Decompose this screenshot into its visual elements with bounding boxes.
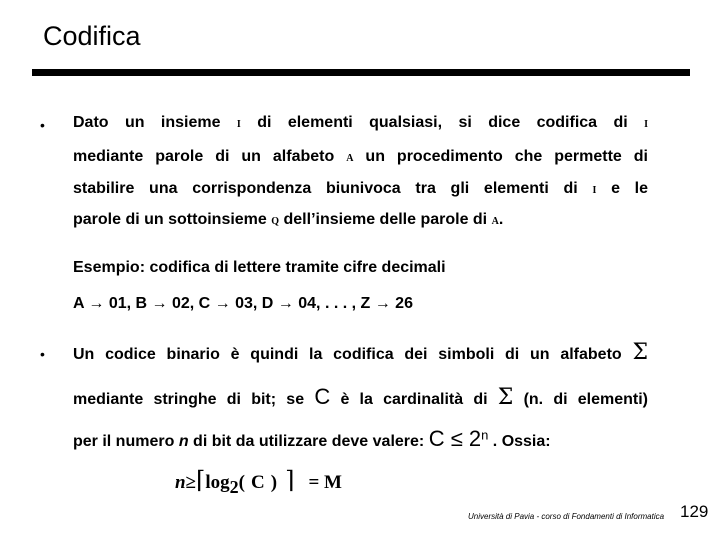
- text-segment: mediante parole di un alfabeto: [73, 148, 335, 165]
- para2-line3: [73, 426, 551, 452]
- alphabet-symbol-a: A: [346, 153, 354, 164]
- formula-paren-close: ): [270, 472, 278, 493]
- para1-line2: [73, 148, 648, 166]
- formula: [175, 466, 342, 498]
- text-segment: parole di un sottoinsieme: [73, 211, 267, 228]
- set-symbol-i: I: [236, 119, 241, 130]
- bullet-2: •: [40, 346, 45, 362]
- sigma-symbol: Σ: [497, 385, 514, 410]
- text-segment: e le: [611, 180, 649, 197]
- text-segment: di elementi qualsiasi, si dice codifica di: [257, 114, 628, 131]
- page-number: 129: [680, 502, 709, 521]
- formula-paren-open: (: [238, 472, 245, 493]
- text-segment: . Ossia:: [492, 433, 551, 450]
- inequality-c-le-2: C ≤ 2: [428, 426, 482, 451]
- footer-text: Università di Pavia - corso di Fondamenti di Informatica: [468, 512, 665, 521]
- example-heading: Esempio: codifica di lettere tramite cifre decimali: [73, 259, 446, 276]
- variable-n: n: [178, 433, 189, 450]
- para2-line2: [73, 384, 648, 410]
- formula-ge: ≥: [185, 472, 197, 493]
- para1-line3: [73, 180, 648, 198]
- text-segment: di bit da utilizzare deve valere:: [193, 433, 425, 450]
- bullet-1: •: [40, 117, 45, 133]
- formula-ceiling-right: ⌉: [285, 466, 295, 494]
- formula-log-base: 2: [229, 476, 239, 497]
- formula-equals-m: = M: [308, 472, 342, 493]
- cardinality-c: C: [314, 384, 331, 409]
- period: .: [498, 211, 504, 228]
- text-segment: per il numero: [73, 433, 175, 450]
- text-segment: Un codice binario è quindi la codifica dei simboli di un alfabeto: [73, 346, 622, 363]
- formula-ceiling-left: ⌈: [196, 466, 206, 494]
- text-segment: (n. di elementi): [523, 391, 649, 408]
- text-segment: stabilire una corrispondenza biunivoca tra gli elementi di: [73, 180, 578, 197]
- para1-line4: [73, 211, 503, 229]
- text-segment: un procedimento che permette di: [365, 148, 648, 165]
- title-divider: [32, 69, 690, 76]
- sigma-symbol: Σ: [632, 340, 648, 365]
- set-symbol-i: I: [644, 119, 648, 130]
- text-segment: è la cardinalità di: [340, 391, 488, 408]
- subset-symbol-q: Q: [271, 216, 280, 227]
- alphabet-symbol-a: A: [491, 216, 499, 227]
- slide-title: Codifica: [43, 21, 141, 51]
- set-symbol-i: I: [592, 185, 597, 196]
- text-segment: dell’insieme delle parole di: [283, 211, 488, 228]
- exponent-n: n: [481, 427, 489, 443]
- para1-line1: [73, 114, 648, 132]
- text-segment: Dato un insieme: [73, 114, 221, 131]
- example-mapping: A → 01, B → 02, C → 03, D → 04, . . . , Z → 26: [73, 295, 413, 312]
- formula-c: C: [251, 472, 265, 493]
- formula-log: log: [205, 472, 230, 493]
- formula-n: n: [175, 472, 186, 493]
- text-segment: mediante stringhe di bit; se: [73, 391, 305, 408]
- para2-line1: [73, 340, 648, 365]
